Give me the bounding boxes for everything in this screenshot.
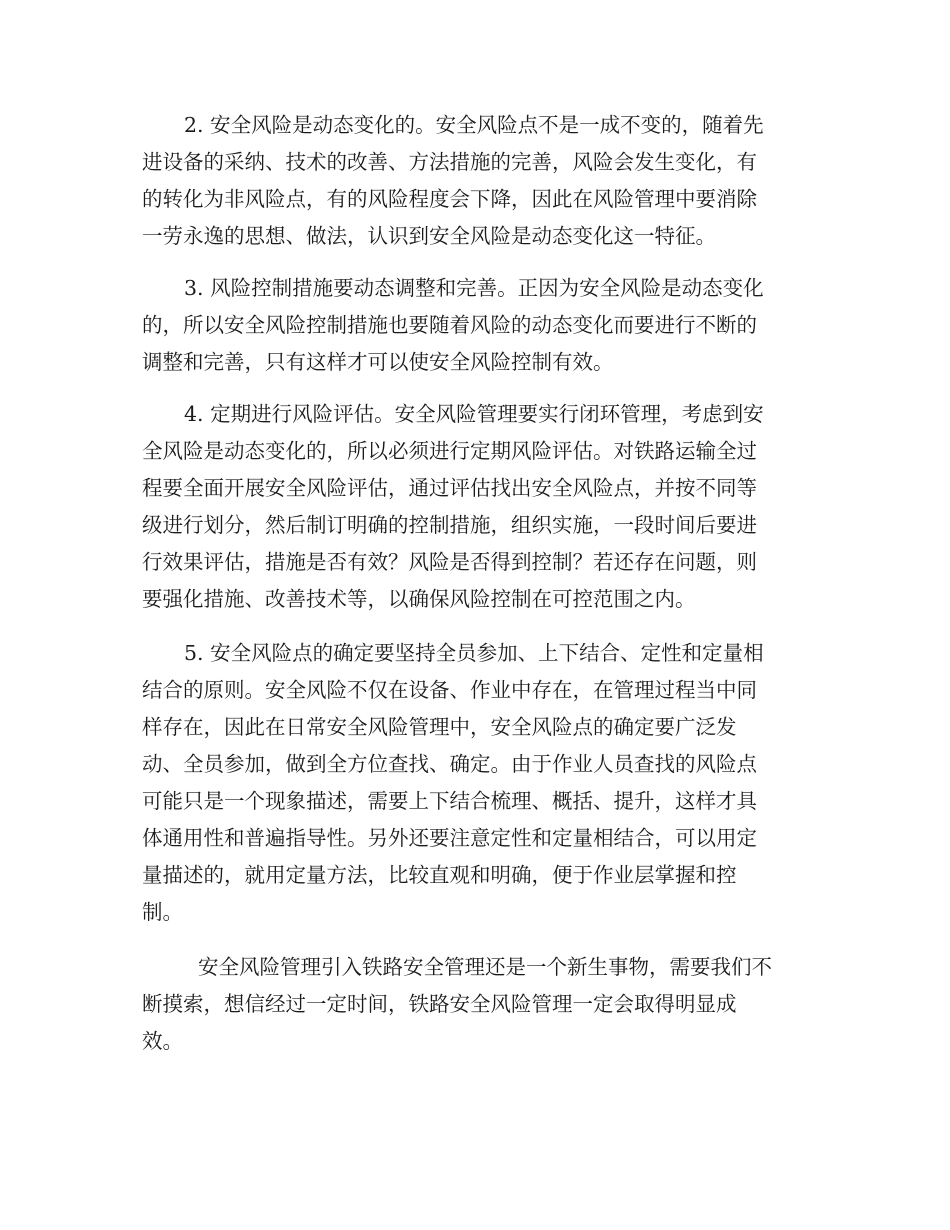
text-line: 4. 定期进行风险评估。安全风险管理要实行闭环管理，考虑到安 — [184, 402, 764, 426]
text-line: 一劳永逸的思想、做法，认识到安全风险是动态变化这一特征。 — [142, 224, 716, 248]
text-line: 的，所以安全风险控制措施也要随着风险的动态变化而要进行不断的 — [142, 313, 757, 337]
text-line: 断摸索，想信经过一定时间，铁路安全风险管理一定会取得明显成 — [142, 992, 737, 1016]
text-line: 结合的原则。安全风险不仅在设备、作业中存在，在管理过程当中同 — [142, 678, 757, 702]
text-line: 调整和完善，只有这样才可以使安全风险控制有效。 — [142, 350, 614, 374]
text-line: 要强化措施、改善技术等，以确保风险控制在可控范围之内。 — [142, 587, 696, 611]
text-line: 2. 安全风险是动态变化的。安全风险点不是一成不变的，随着先 — [184, 113, 764, 137]
text-line: 5. 安全风险点的确定要坚持全员参加、上下结合、定性和定量相 — [184, 641, 764, 665]
text-line: 制。 — [142, 900, 183, 924]
text-line: 的转化为非风险点，有的风险程度会下降，因此在风险管理中要消除 — [142, 187, 757, 211]
paragraph-conclusion — [142, 949, 772, 1060]
text-line: 量描述的，就用定量方法，比较直观和明确，便于作业层掌握和控 — [142, 863, 737, 887]
paragraph-control-measures — [142, 270, 764, 381]
paragraph-periodic-assessment — [142, 396, 764, 618]
text-line: 级进行划分，然后制订明确的控制措施，组织实施，一段时间后要进 — [142, 513, 757, 537]
text-line: 动、全员参加，做到全方位查找、确定。由于作业人员查找的风险点 — [142, 752, 757, 776]
text-line: 安全风险管理引入铁路安全管理还是一个新生事物，需要我们不 — [198, 955, 772, 979]
text-line: 体通用性和普遍指导性。另外还要注意定性和定量相结合，可以用定 — [142, 826, 757, 850]
paragraph-risk-identification — [142, 635, 764, 931]
text-line: 可能只是一个现象描述，需要上下结合梳理、概括、提升，这样才具 — [142, 789, 757, 813]
text-line: 样存在，因此在日常安全风险管理中，安全风险点的确定要广泛发 — [142, 715, 737, 739]
paragraph-dynamic-risk — [142, 107, 764, 255]
text-line: 程要全面开展安全风险评估，通过评估找出安全风险点，并按不同等 — [142, 476, 757, 500]
text-line: 效。 — [142, 1029, 183, 1053]
text-line: 行效果评估，措施是否有效？风险是否得到控制？若还存在问题，则 — [142, 550, 757, 574]
text-line: 3. 风险控制措施要动态调整和完善。正因为安全风险是动态变化 — [184, 276, 764, 300]
text-line: 进设备的采纳、技术的改善、方法措施的完善，风险会发生变化，有 — [142, 150, 757, 174]
text-line: 全风险是动态变化的，所以必须进行定期风险评估。对铁路运输全过 — [142, 439, 757, 463]
